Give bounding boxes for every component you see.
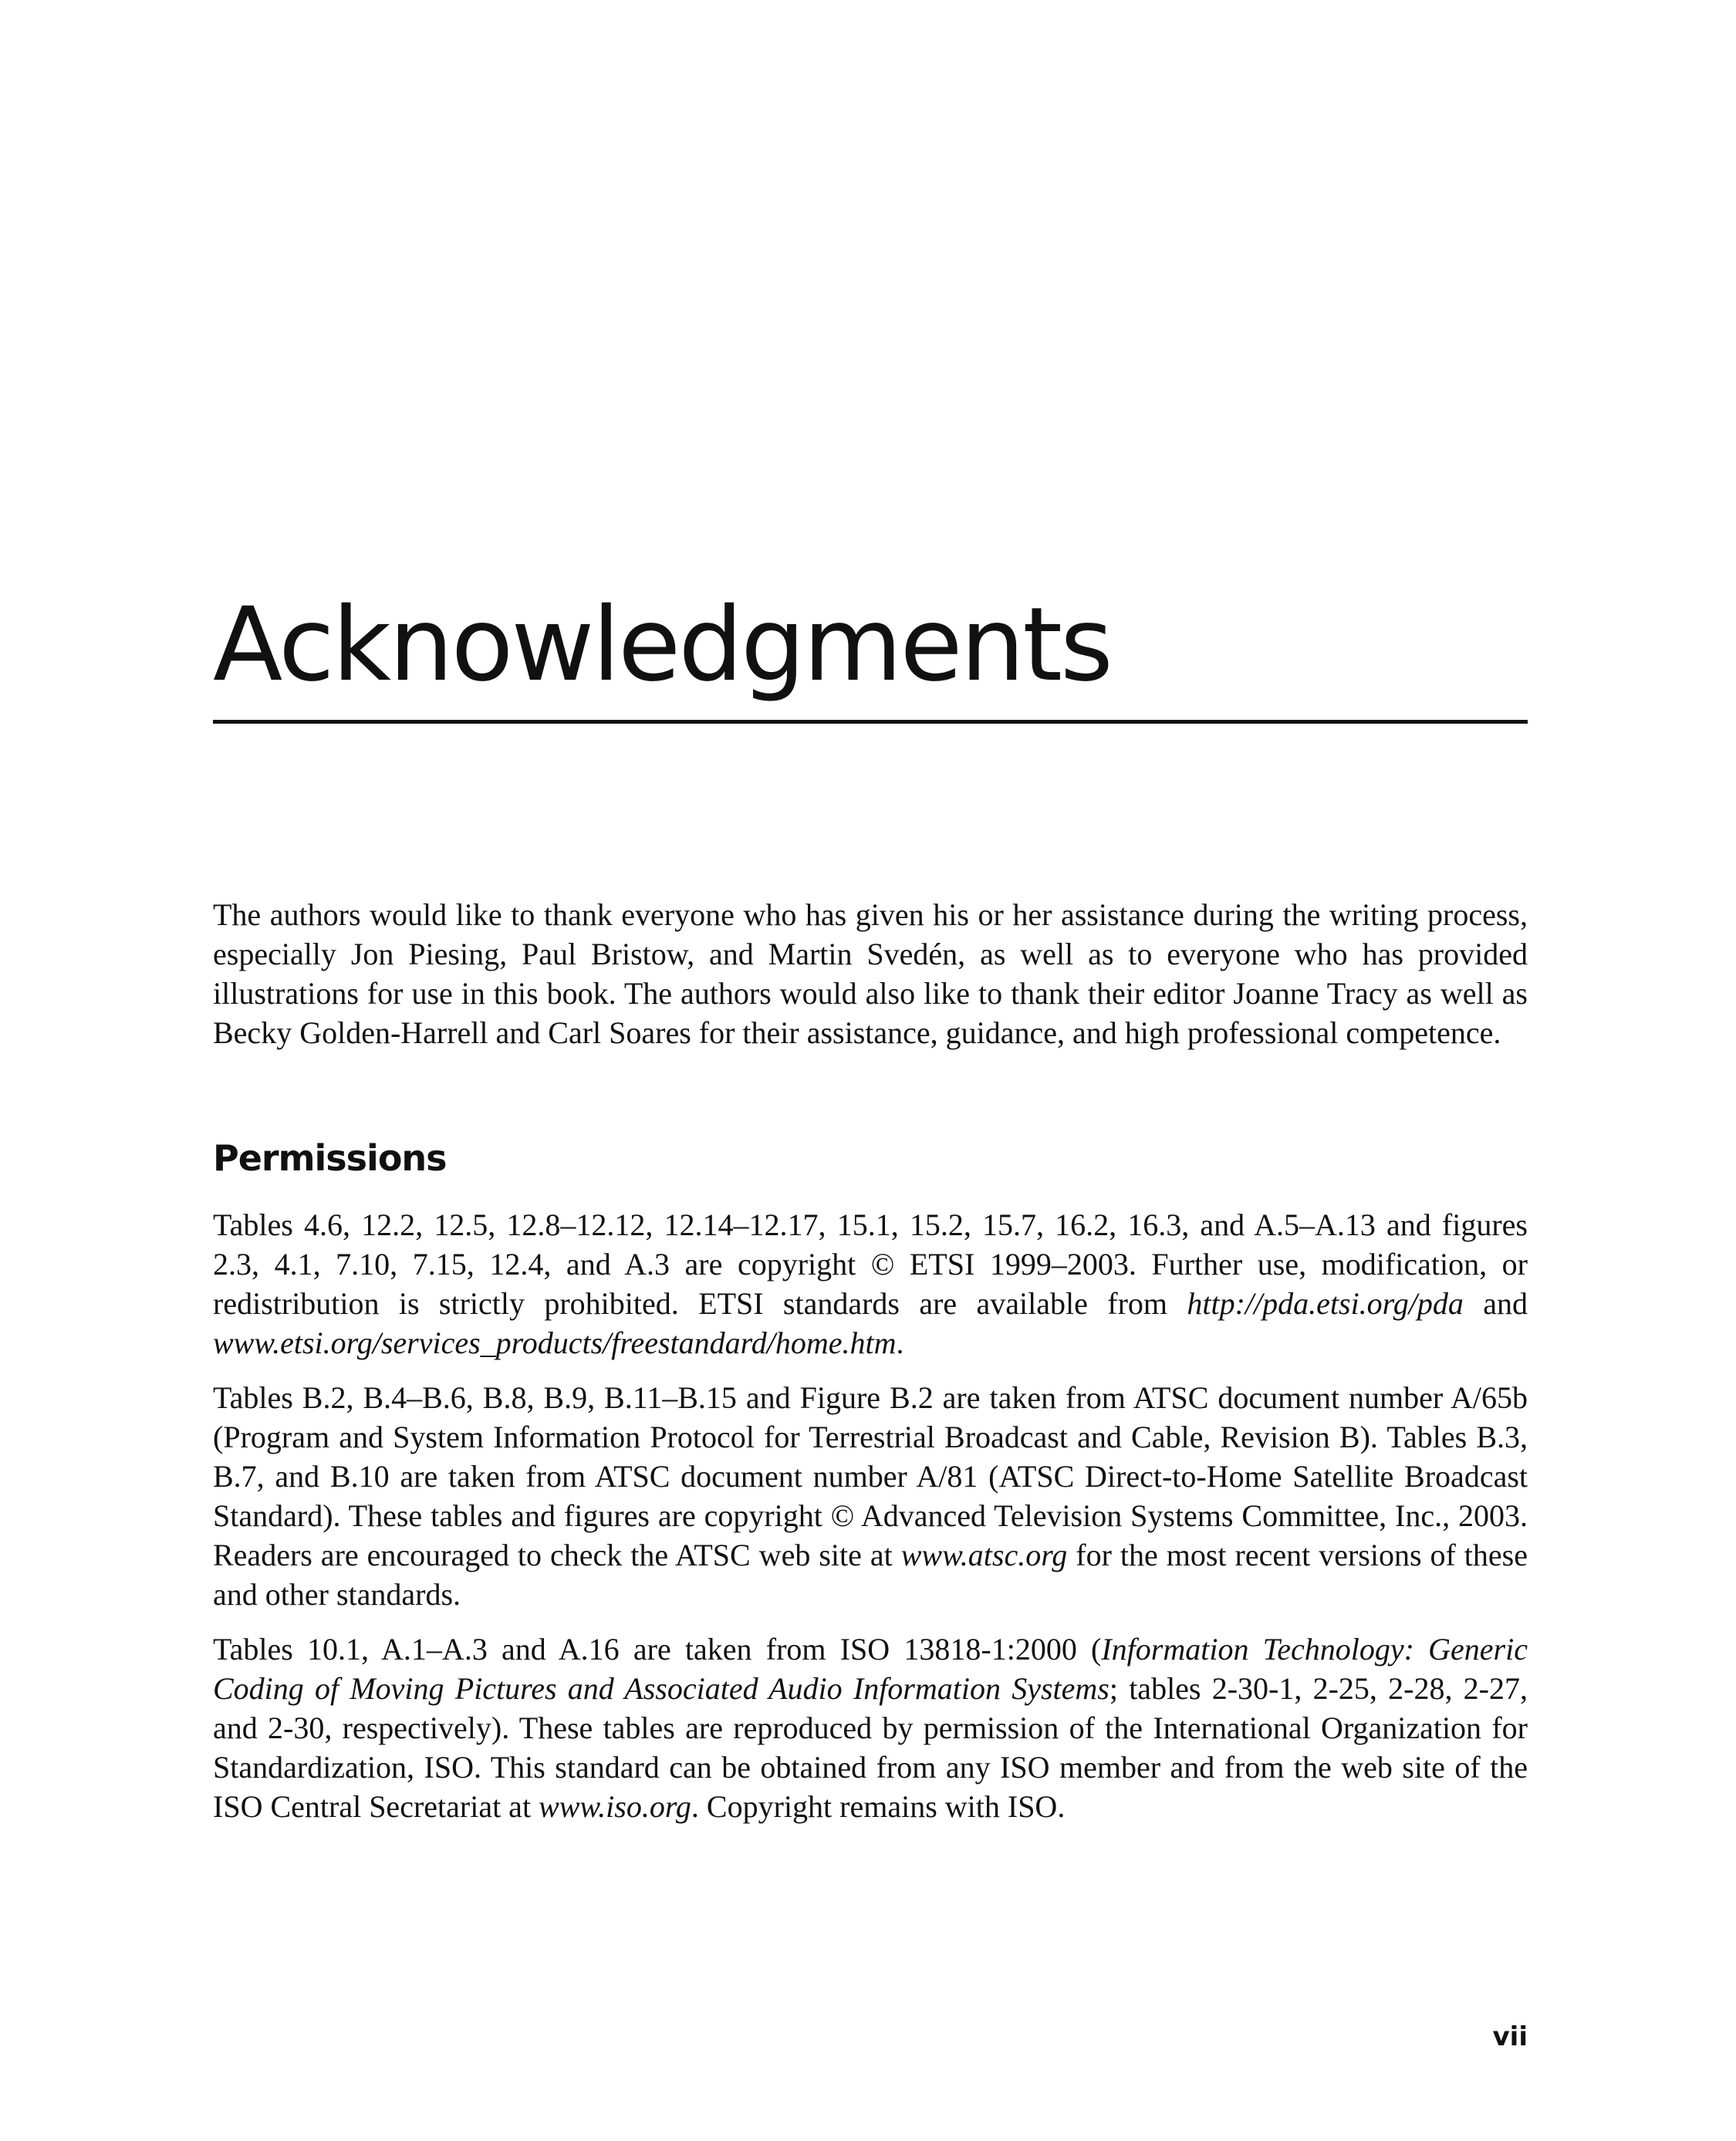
permissions-paragraph-etsi xyxy=(213,1205,1528,1363)
paragraph-text: ; tables 2-30-1, 2-25, 2-28, 2-27, and 2-30, respectively). These tables are reproduced by permission of the International Organization for Standardization, ISO. This standard can be obtained from any ISO member and from the web site of the ISO Central Secretariat at xyxy=(213,1671,1528,1824)
permissions-paragraph-iso xyxy=(213,1629,1528,1826)
paragraph-text: and xyxy=(1463,1286,1528,1321)
section-heading-permissions: Permissions xyxy=(213,1137,447,1179)
page-number: vii xyxy=(1492,2021,1528,2052)
etsi-pda-url: http://pda.etsi.org/pda xyxy=(1187,1286,1464,1321)
permissions-paragraph-atsc xyxy=(213,1378,1528,1614)
iso-standard-title: Information Technology: Generic Coding of Moving Pictures and Associated Audio Information Systems xyxy=(213,1632,1528,1706)
intro-paragraph: The authors would like to thank everyone who has given his or her assistance during the writing process, especially Jon Piesing, Paul Bristow, and Martin Svedén, as well as to everyone who has provided illustrations for use in this book. The authors would also like to thank their editor Joanne Tracy as well as Becky Golden-Harrell and Carl Soares for their assistance, guidance, and high professional competence. xyxy=(213,897,1528,1050)
book-page xyxy=(213,0,1528,2141)
paragraph-text: for the most recent versions of these and other standards. xyxy=(213,1538,1528,1612)
paragraph-text: Tables 4.6, 12.2, 12.5, 12.8–12.12, 12.14–12.17, 15.1, 15.2, 15.7, 16.2, 16.3, and A.5–A.13 and figures 2.3, 4.1, 7.10, 7.15, 12.4, and A.3 are copyright © ETSI 1999–2003. Further use, modification, or redistribution is strictly prohibited. ETSI standards are available from xyxy=(213,1207,1528,1321)
etsi-standards-url: www.etsi.org/services_products/freestandard/home.htm xyxy=(213,1325,897,1360)
permissions-section xyxy=(213,1205,1528,1826)
paragraph-text: Tables B.2, B.4–B.6, B.8, B.9, B.11–B.15 and Figure B.2 are taken from ATSC document number A/65b (Program and System Information Protocol for Terrestrial Broadcast and Cable, Revision B). Tables B.3, B.7, and B.10 are taken from ATSC document number A/81 (ATSC Direct-to-Home Satellite Broadcast Standard). These tables and figures are copyright © Advanced Television Systems Committee, Inc., 2003. Readers are encouraged to check the ATSC web site at xyxy=(213,1380,1528,1572)
paragraph-text: Tables 10.1, A.1–A.3 and A.16 are taken from ISO 13818-1:2000 ( xyxy=(213,1632,1102,1667)
iso-url: www.iso.org xyxy=(539,1789,691,1824)
atsc-url: www.atsc.org xyxy=(900,1538,1068,1572)
chapter-title: Acknowledgments xyxy=(213,586,1111,704)
title-rule xyxy=(213,720,1528,724)
paragraph-text: . xyxy=(896,1325,904,1360)
paragraph-text: . Copyright remains with ISO. xyxy=(691,1789,1066,1824)
